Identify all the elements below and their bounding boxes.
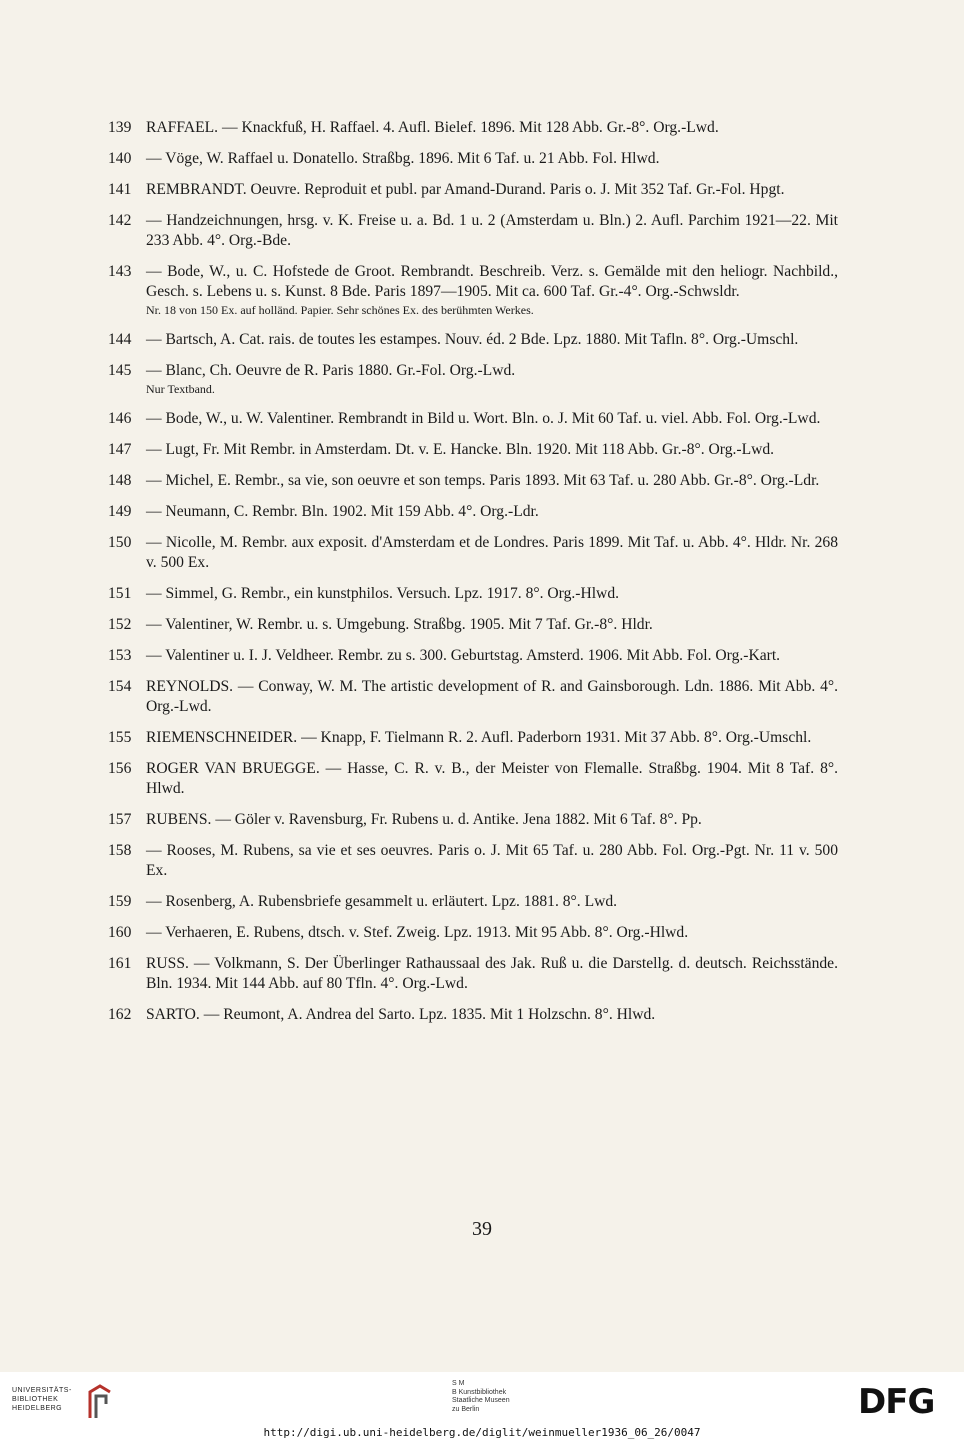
entry-number: 142: [108, 212, 132, 229]
entry-number: 149: [108, 503, 132, 520]
entry-number: 143: [108, 263, 132, 280]
entry-number: 155: [108, 729, 132, 746]
entry-text: — Lugt, Fr. Mit Rembr. in Amsterdam. Dt. v. E. Hancke. Bln. 1920. Mit 118 Abb. Gr.-8°. Org.-Lwd.: [146, 441, 775, 458]
entry-text: — Verhaeren, E. Rubens, dtsch. v. Stef. Zweig. Lpz. 1913. Mit 95 Abb. 8°. Org.-Hlwd.: [146, 924, 689, 941]
sm-line-2: B Kunstbibliothek: [452, 1388, 507, 1396]
entry-text: — Nicolle, M. Rembr. aux exposit. d'Amsterdam et de Londres. Paris 1899. Mit Taf. u. Abb. 4°. Hldr. Nr. 268 v. 500 Ex.: [146, 534, 838, 571]
entry-text: SARTO. — Reumont, A. Andrea del Sarto. Lpz. 1835. Mit 1 Holzschn. 8°. Hlwd.: [146, 1006, 656, 1023]
entry-list: [108, 118, 838, 1036]
catalog-entry: [108, 728, 838, 748]
uni-heidelberg-logo-icon: [86, 1382, 116, 1422]
entry-text: RUBENS. — Göler v. Ravensburg, Fr. Rubens u. d. Antike. Jena 1882. Mit 6 Taf. 8°. Pp.: [146, 811, 702, 828]
catalog-entry: [108, 211, 838, 251]
entry-number: 144: [108, 331, 132, 348]
entry-number: 146: [108, 410, 132, 427]
entry-text: — Rosenberg, A. Rubensbriefe gesammelt u. erläutert. Lpz. 1881. 8°. Lwd.: [146, 893, 618, 910]
entry-number: 162: [108, 1006, 132, 1023]
catalog-entry: [108, 615, 838, 635]
entry-text: ROGER VAN BRUEGGE. — Hasse, C. R. v. B., der Meister von Flemalle. Straßbg. 1904. Mit 8 Taf. 8°. Hlwd.: [146, 760, 838, 797]
uni-line-2: BIBLIOTHEK: [12, 1396, 59, 1403]
uni-heidelberg-label: [12, 1386, 92, 1413]
entry-number: 154: [108, 678, 132, 695]
entry-text: — Bartsch, A. Cat. rais. de toutes les estampes. Nouv. éd. 2 Bde. Lpz. 1880. Mit Tafln. 8°. Org.-Umschl.: [146, 331, 799, 348]
entry-number: 147: [108, 441, 132, 458]
entry-number: 153: [108, 647, 132, 664]
entry-text: REMBRANDT. Oeuvre. Reproduit et publ. par Amand-Durand. Paris o. J. Mit 352 Taf. Gr.-Fol. Hpgt.: [146, 181, 785, 198]
catalog-entry: [108, 954, 838, 994]
kunstbibliothek-label: [452, 1380, 572, 1414]
entry-number: 156: [108, 760, 132, 777]
entry-number: 160: [108, 924, 132, 941]
entry-number: 150: [108, 534, 132, 551]
entry-note: Nr. 18 von 150 Ex. auf holländ. Papier. Sehr schönes Ex. des berühmten Werkes.: [146, 303, 534, 317]
entry-text: — Vöge, W. Raffael u. Donatello. Straßbg. 1896. Mit 6 Taf. u. 21 Abb. Fol. Hlwd.: [146, 150, 660, 167]
entry-text: — Bode, W., u. W. Valentiner. Rembrandt in Bild u. Wort. Bln. o. J. Mit 60 Taf. u. viel. Abb. Fol. Org.-Lwd.: [146, 410, 821, 427]
catalog-entry: [108, 471, 838, 491]
catalog-entry: [108, 1005, 838, 1025]
sm-line-3: Staatliche Museen: [452, 1397, 510, 1404]
sm-line-1: S M: [452, 1380, 465, 1387]
dfg-logo: DFG: [858, 1382, 935, 1422]
entry-number: 141: [108, 181, 132, 198]
entry-text: RUSS. — Volkmann, S. Der Überlinger Rathaussaal des Jak. Ruß u. die Darstellg. d. deutsch. Reichsstände. Bln. 1934. Mit 144 Abb. auf 80 Tfln. 4°. Org.-Lwd.: [146, 955, 838, 992]
entry-number: 158: [108, 842, 132, 859]
entry-number: 151: [108, 585, 132, 602]
entry-number: 152: [108, 616, 132, 633]
entry-text: — Valentiner u. I. J. Veldheer. Rembr. zu s. 300. Geburtstag. Amsterd. 1906. Mit Abb. Fol. Org.-Kart.: [146, 647, 781, 664]
catalog-entry: [108, 330, 838, 350]
entry-text: RAFFAEL. — Knackfuß, H. Raffael. 4. Aufl. Bielef. 1896. Mit 128 Abb. Gr.-8°. Org.-Lwd.: [146, 119, 719, 136]
catalog-entry: [108, 361, 838, 398]
entry-text: — Handzeichnungen, hrsg. v. K. Freise u. a. Bd. 1 u. 2 (Amsterdam u. Bln.) 2. Aufl. Parchim 1921—22. Mit 233 Abb. 4°. Org.-Bde.: [146, 212, 838, 249]
catalog-entry: [108, 646, 838, 666]
entry-number: 140: [108, 150, 132, 167]
entry-text: — Valentiner, W. Rembr. u. s. Umgebung. Straßbg. 1905. Mit 7 Taf. Gr.-8°. Hldr.: [146, 616, 653, 633]
catalog-entry: [108, 440, 838, 460]
catalog-entry: [108, 677, 838, 717]
entry-text: — Rooses, M. Rubens, sa vie et ses oeuvres. Paris o. J. Mit 65 Taf. u. 280 Abb. Fol. Org.-Pgt. Nr. 11 v. 500 Ex.: [146, 842, 838, 879]
catalog-entry: [108, 149, 838, 169]
catalog-entry: [108, 262, 838, 319]
uni-line-3: HEIDELBERG: [12, 1405, 63, 1412]
entry-text: RIEMENSCHNEIDER. — Knapp, F. Tielmann R. 2. Aufl. Paderborn 1931. Mit 37 Abb. 8°. Org.-Umschl.: [146, 729, 812, 746]
footer-bar: [0, 1372, 964, 1441]
sm-line-4: zu Berlin: [452, 1405, 480, 1413]
page-number: 39: [472, 1218, 492, 1240]
catalog-entry: [108, 810, 838, 830]
entry-note: Nur Textband.: [146, 382, 215, 396]
source-url[interactable]: http://digi.ub.uni-heidelberg.de/diglit/weinmueller1936_06_26/0047: [263, 1426, 701, 1439]
catalog-entry: [108, 118, 838, 138]
catalog-entry: [108, 841, 838, 881]
entry-text: — Blanc, Ch. Oeuvre de R. Paris 1880. Gr.-Fol. Org.-Lwd.: [146, 362, 516, 379]
entry-number: 148: [108, 472, 132, 489]
entry-text: — Neumann, C. Rembr. Bln. 1902. Mit 159 Abb. 4°. Org.-Ldr.: [146, 503, 539, 520]
catalog-entry: [108, 180, 838, 200]
catalog-entry: [108, 584, 838, 604]
catalog-entry: [108, 502, 838, 522]
catalog-entry: [108, 409, 838, 429]
catalog-entry: [108, 892, 838, 912]
entry-text: — Michel, E. Rembr., sa vie, son oeuvre et son temps. Paris 1893. Mit 63 Taf. u. 280 Abb. Gr.-8°. Org.-Ldr.: [146, 472, 820, 489]
catalog-entry: [108, 923, 838, 943]
uni-line-1: UNIVERSITÄTS-: [12, 1387, 72, 1394]
entry-number: 157: [108, 811, 132, 828]
entry-text: REYNOLDS. — Conway, W. M. The artistic development of R. and Gainsborough. Ldn. 1886. Mit Abb. 4°. Org.-Lwd.: [146, 678, 838, 715]
entry-number: 161: [108, 955, 132, 972]
entry-number: 139: [108, 119, 132, 136]
entry-number: 145: [108, 362, 132, 379]
catalog-entry: [108, 759, 838, 799]
entry-number: 159: [108, 893, 132, 910]
entry-text: — Simmel, G. Rembr., ein kunstphilos. Versuch. Lpz. 1917. 8°. Org.-Hlwd.: [146, 585, 620, 602]
catalog-entry: [108, 533, 838, 573]
entry-text: — Bode, W., u. C. Hofstede de Groot. Rembrandt. Beschreib. Verz. s. Gemälde mit den heliogr. Nachbild., Gesch. s. Lebens u. s. Kunst. 8 Bde. Paris 1897—1905. Mit ca. 600 Taf. Gr.-4°. Org.-Schwsldr.: [146, 263, 838, 300]
